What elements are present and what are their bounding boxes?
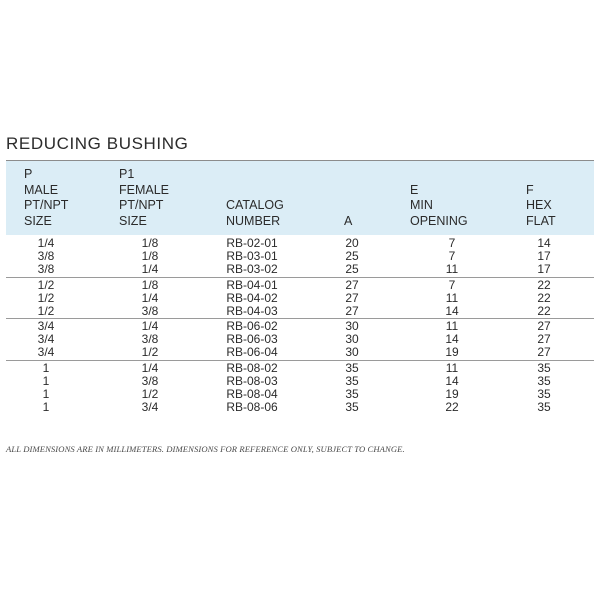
footnote: ALL DIMENSIONS ARE IN MILLIMETERS. DIMENSIONS FOR REFERENCE ONLY, SUBJECT TO CHANGE. bbox=[6, 444, 405, 454]
cell-p1: 3/8 bbox=[141, 374, 159, 388]
cell-e: 7 bbox=[448, 248, 456, 263]
cell-e: 19 bbox=[445, 386, 459, 401]
cell-e: 22 bbox=[445, 399, 459, 414]
cell-p1: 1/4 bbox=[141, 290, 159, 305]
cell-f: 22 bbox=[537, 290, 551, 305]
cell-p1: 1/8 bbox=[141, 277, 159, 292]
table-row bbox=[6, 305, 594, 318]
table-row bbox=[6, 333, 594, 346]
cell-f: 22 bbox=[537, 303, 551, 318]
group-divider bbox=[6, 318, 594, 319]
cell-p: 1 bbox=[42, 374, 50, 388]
cell-p1: 1/4 bbox=[141, 361, 159, 376]
cell-e: 7 bbox=[448, 277, 456, 292]
cell-e: 19 bbox=[445, 345, 459, 360]
cell-catalog: RB-08-06 bbox=[226, 399, 278, 414]
cell-p: 3/4 bbox=[37, 345, 55, 360]
column-header-catalog: CATALOG NUMBER bbox=[226, 198, 284, 228]
cell-e: 14 bbox=[445, 303, 459, 318]
table-row bbox=[6, 279, 594, 292]
cell-catalog: RB-06-02 bbox=[226, 319, 278, 334]
cell-p1: 1/4 bbox=[141, 261, 159, 276]
cell-catalog: RB-08-04 bbox=[226, 386, 278, 401]
table-row bbox=[6, 362, 594, 375]
cell-e: 11 bbox=[445, 319, 459, 334]
cell-p: 3/8 bbox=[37, 248, 55, 263]
cell-a: 27 bbox=[345, 303, 359, 318]
cell-p: 1 bbox=[42, 399, 50, 414]
table-header bbox=[6, 161, 594, 235]
cell-e: 14 bbox=[445, 374, 459, 388]
cell-p1: 1/8 bbox=[141, 248, 159, 263]
table-row bbox=[6, 250, 594, 263]
cell-a: 30 bbox=[345, 345, 359, 360]
table-row bbox=[6, 401, 594, 414]
cell-p: 1/2 bbox=[37, 303, 55, 318]
cell-p1: 3/8 bbox=[141, 303, 159, 318]
cell-catalog: RB-08-02 bbox=[226, 361, 278, 376]
cell-f: 22 bbox=[537, 277, 551, 292]
cell-p: 1 bbox=[42, 386, 50, 401]
cell-p: 3/4 bbox=[37, 332, 55, 347]
column-header-p1: P1 FEMALE PT/NPT SIZE bbox=[119, 167, 170, 228]
cell-p1: 1/4 bbox=[141, 319, 159, 334]
cell-catalog: RB-06-03 bbox=[226, 332, 278, 347]
group-divider bbox=[6, 360, 594, 361]
table-row bbox=[6, 292, 594, 305]
cell-a: 35 bbox=[345, 361, 359, 376]
cell-catalog: RB-06-04 bbox=[226, 345, 278, 360]
cell-catalog: RB-03-01 bbox=[226, 248, 278, 263]
cell-catalog: RB-04-03 bbox=[226, 303, 278, 318]
table-row bbox=[6, 263, 594, 276]
cell-a: 35 bbox=[345, 386, 359, 401]
cell-p: 1/4 bbox=[37, 236, 55, 250]
cell-catalog: RB-08-03 bbox=[226, 374, 278, 388]
group-divider bbox=[6, 277, 594, 278]
cell-a: 27 bbox=[345, 277, 359, 292]
cell-f: 27 bbox=[537, 332, 551, 347]
cell-f: 17 bbox=[537, 261, 551, 276]
cell-p1: 1/2 bbox=[141, 345, 159, 360]
cell-e: 11 bbox=[445, 290, 459, 305]
column-header-p: P MALE PT/NPT SIZE bbox=[24, 167, 69, 228]
cell-p1: 1/2 bbox=[141, 386, 159, 401]
cell-a: 35 bbox=[345, 374, 359, 388]
cell-e: 14 bbox=[445, 332, 459, 347]
cell-f: 35 bbox=[537, 399, 551, 414]
table-row bbox=[6, 346, 594, 359]
column-header-e: E MIN OPENING bbox=[410, 182, 468, 228]
cell-e: 7 bbox=[448, 236, 456, 250]
table-row bbox=[6, 388, 594, 401]
cell-catalog: RB-02-01 bbox=[226, 236, 278, 250]
cell-a: 27 bbox=[345, 290, 359, 305]
cell-f: 27 bbox=[537, 345, 551, 360]
page-title: REDUCING BUSHING bbox=[6, 134, 189, 153]
cell-a: 35 bbox=[345, 399, 359, 414]
cell-catalog: RB-04-01 bbox=[226, 277, 278, 292]
cell-e: 11 bbox=[445, 361, 459, 376]
cell-catalog: RB-03-02 bbox=[226, 261, 278, 276]
cell-f: 35 bbox=[537, 386, 551, 401]
cell-p1: 3/4 bbox=[141, 399, 159, 414]
cell-f: 35 bbox=[537, 361, 551, 376]
table-row bbox=[6, 375, 594, 388]
cell-a: 30 bbox=[345, 332, 359, 347]
column-header-a: A bbox=[344, 213, 353, 228]
column-header-f: F HEX FLAT bbox=[526, 182, 556, 228]
cell-f: 17 bbox=[537, 248, 551, 263]
cell-p: 3/4 bbox=[37, 319, 55, 334]
cell-p1: 3/8 bbox=[141, 332, 159, 347]
cell-a: 25 bbox=[345, 261, 359, 276]
cell-f: 35 bbox=[537, 374, 551, 388]
cell-p: 1 bbox=[42, 361, 50, 376]
table-row bbox=[6, 237, 594, 250]
cell-p1: 1/8 bbox=[141, 236, 159, 250]
cell-a: 20 bbox=[345, 236, 359, 250]
cell-catalog: RB-04-02 bbox=[226, 290, 278, 305]
cell-a: 25 bbox=[345, 248, 359, 263]
cell-p: 3/8 bbox=[37, 261, 55, 276]
table-row bbox=[6, 320, 594, 333]
cell-a: 30 bbox=[345, 319, 359, 334]
cell-e: 11 bbox=[445, 261, 459, 276]
cell-p: 1/2 bbox=[37, 290, 55, 305]
cell-f: 27 bbox=[537, 319, 551, 334]
cell-p: 1/2 bbox=[37, 277, 55, 292]
cell-f: 14 bbox=[537, 236, 551, 250]
